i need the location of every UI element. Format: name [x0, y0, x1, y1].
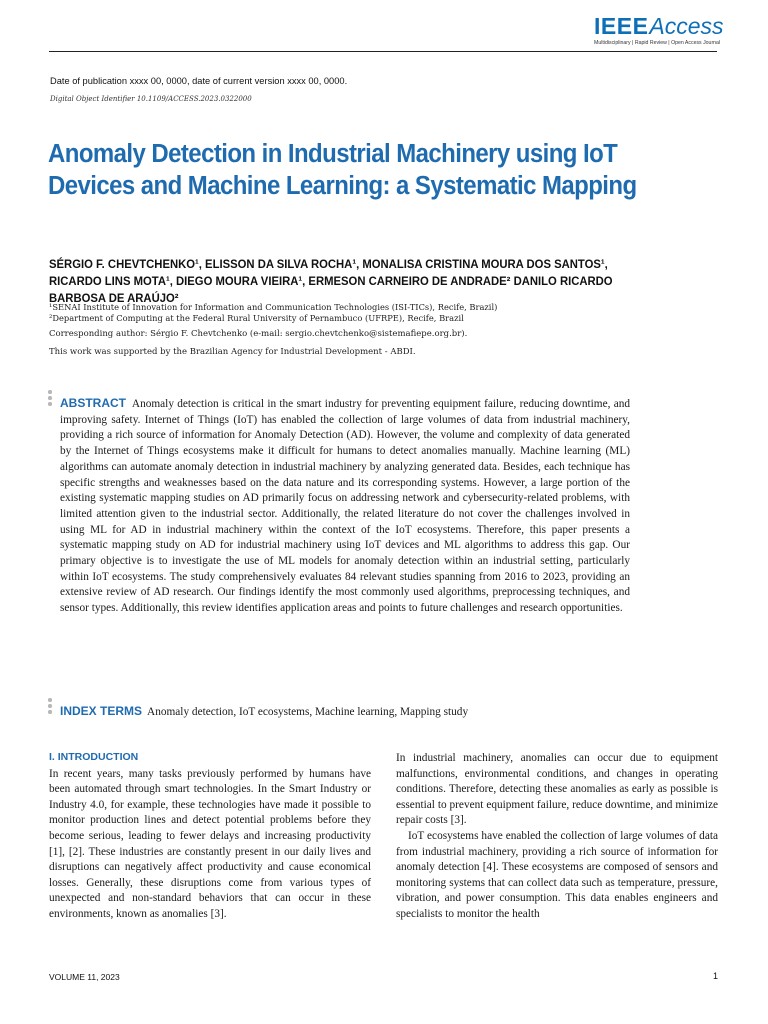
affiliation-2: ²Department of Computing at the Federal Rural University of Pernambuco (UFRPE), Recife, Brazil: [49, 312, 464, 323]
footer-volume: VOLUME 11, 2023: [49, 972, 120, 982]
header-rule: [49, 51, 717, 52]
index-terms: [60, 704, 640, 718]
index-terms-text: Anomaly detection, IoT ecosystems, Machine learning, Mapping study: [147, 706, 469, 718]
intro-paragraph-1: In recent years, many tasks previously performed by humans have been automated through smart technologies. In the Smart Industry or Industry 4.0, for example, these technologies have made it possible to monitor production lines and detect potential problems before they become serious, leading to fewer delays and increasing productivity [1], [2]. These industries are constantly present in our daily lives and disruptions can negatively affect productivity and cause economical losses. Generally, these disruptions come from various types of unexpected and non-standard behaviors that can occur in these environments, known as anomalies [3].: [49, 767, 371, 920]
intro-paragraph-2: In industrial machinery, anomalies can occur due to equipment malfunctions, environmental conditions, and changes in operating conditions. Therefore, detecting these anomalies as early as possible is essential to prevent equipment failure, reduce downtime, and minimize repair costs [3].: [396, 752, 718, 827]
intro-paragraph-3: IoT ecosystems have enabled the collection of large volumes of data from industrial machinery, providing a rich source of information for anomaly detection [4]. These ecosystems are composed of sensors and monitoring systems that can collect data such as temperature, pressure, vibration, and power consumption. This data enables engineers and specialists to monitor the health: [396, 829, 718, 920]
index-terms-label: INDEX TERMS: [60, 704, 143, 718]
abstract-label: ABSTRACT: [60, 396, 126, 410]
page-number: 1: [712, 971, 718, 981]
funding-note: This work was supported by the Brazilian Agency for Industrial Development - ABDI.: [49, 347, 416, 357]
affiliations: [49, 302, 669, 323]
author-list: SÉRGIO F. CHEVTCHENKO¹, ELISSON DA SILVA ROCHA¹, MONALISA CRISTINA MOURA DOS SANTOS¹, RICARDO LINS MOTA¹, DIEGO MOURA VIEIRA¹, ERMESON CARNEIRO DE ANDRADE² DANILO RICARDO BARBOSA DE ARAÚJO²: [49, 257, 613, 305]
doi-line: Digital Object Identifier 10.1109/ACCESS.2023.0322000: [50, 95, 252, 103]
logo-ieee: IEEE: [594, 13, 649, 39]
abstract-dots-icon: [48, 390, 52, 408]
left-column: [49, 750, 371, 923]
publication-date: Date of publication xxxx 00, 0000, date of current version xxxx 00, 0000.: [50, 76, 348, 86]
section-heading-introduction: I. INTRODUCTION: [49, 751, 139, 763]
right-column: [396, 751, 718, 923]
paper-title: Anomaly Detection in Industrial Machinery using IoT Devices and Machine Learning: a Systematic Mapping: [48, 140, 637, 200]
corresponding-author: Corresponding author: Sérgio F. Chevtchenko (e-mail: sergio.chevtchenko@sistemafiepe.org.br).: [49, 329, 468, 339]
logo-access: Access: [649, 13, 724, 39]
abstract-text: Anomaly detection is critical in the smart industry for preventing equipment failure, reducing downtime, and improving safety. Internet of Things (IoT) has enabled the collection of large volumes of data from industrial machinery, providing a rich source of information for Anomaly Detection (AD). However, the volume and complexity of data generated by the Internet of Things ecosystems make it difficult for humans to detect anomalies manually. Machine learning (ML) algorithms can automate anomaly detection in industrial machinery by analyzing generated data. Besides, each technique has specific strengths and weaknesses based on the data nature and its corresponding systems. However, a large portion of the existing systematic mapping studies on AD primarily focus on addressing network and cybersecurity-related problems, with limited attention given to the industrial sector. Additionally, the related literature do not cover the challenges involved in using ML for AD in industrial machinery within the context of the IoT ecosystems. Therefore, this paper presents a systematic mapping study on AD for industrial machinery using IoT devices and ML algorithms to address this gap. Our primary objective is to investigate the use of ML models for anomaly detection within an industrial setting, particularly within IoT ecosystems. The study comprehensively evaluates 84 relevant studies spanning from 2016 to 2023, providing an extensive review of AD research. Our findings identify the most commonly used algorithms, preprocessing techniques, and sensor types. Additionally, this review identifies application areas and points to future challenges and research opportunities.: [60, 398, 631, 615]
logo-tagline: Multidisciplinary | Rapid Review | Open Access Journal: [594, 40, 721, 46]
abstract: [60, 396, 630, 617]
logo-wordmark: [594, 13, 724, 39]
index-terms-dots-icon: [48, 698, 52, 716]
affiliation-1: ¹SENAI Institute of Innovation for Information and Communication Technologies (ISI-TICs), Recife, Brazil): [49, 302, 498, 312]
journal-logo: [594, 13, 724, 46]
